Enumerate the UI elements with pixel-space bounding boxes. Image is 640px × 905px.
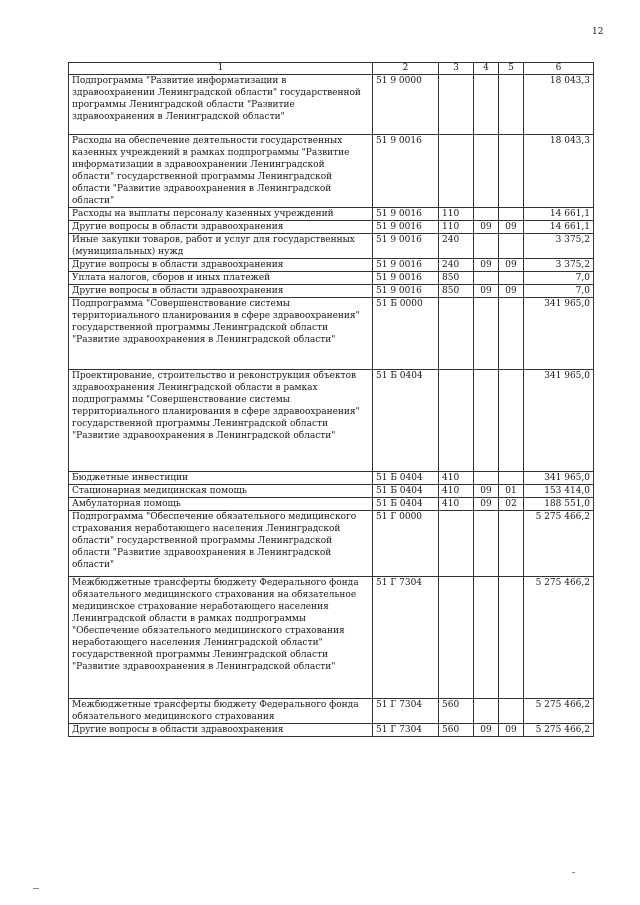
row-name: Стационарная медицинская помощь: [69, 485, 373, 498]
section-code: [474, 208, 499, 221]
expense-type-code: 110: [439, 221, 474, 234]
target-article-code: 51 Г 7304: [373, 699, 439, 724]
table-row: [69, 577, 594, 699]
target-article-code: 51 Б 0404: [373, 498, 439, 511]
row-name: Подпрограмма "Развитие информатизации в здравоохранении Ленинградской области" государственной программы Ленинградской области "Развитие здравоохранения в Ленинградской области": [69, 75, 373, 135]
target-article-code: 51 9 0016: [373, 208, 439, 221]
subsection-code: [499, 370, 524, 472]
subsection-code: [499, 208, 524, 221]
section-code: [474, 699, 499, 724]
subsection-code: [499, 298, 524, 370]
amount: 188 551,0: [524, 498, 594, 511]
expense-type-code: 560: [439, 699, 474, 724]
page-number: 12: [592, 27, 604, 37]
amount: 5 275 466,2: [524, 511, 594, 577]
amount: 153 414,0: [524, 485, 594, 498]
section-code: [474, 298, 499, 370]
row-name: Межбюджетные трансферты бюджету Федерального фонда обязательного медицинского страхования на обязательное медицинское страхование неработающего населения Ленинградской области в рамках подпрограммы "Обеспечение обязательного медицинского страхования неработающего населения Ленинградской области" государственной программы Ленинградской области "Развитие здравоохранения в Ленинградской области": [69, 577, 373, 699]
target-article-code: 51 Б 0404: [373, 472, 439, 485]
header-col-1: 1: [69, 63, 373, 75]
subsection-code: [499, 75, 524, 135]
section-code: [474, 272, 499, 285]
section-code: [474, 234, 499, 259]
row-name: Другие вопросы в области здравоохранения: [69, 285, 373, 298]
table-row: [69, 259, 594, 272]
section-code: 09: [474, 485, 499, 498]
row-name: Расходы на выплаты персоналу казенных учреждений: [69, 208, 373, 221]
header-col-3: 3: [439, 63, 474, 75]
section-code: 09: [474, 221, 499, 234]
target-article-code: 51 9 0016: [373, 259, 439, 272]
amount: 341 965,0: [524, 370, 594, 472]
section-code: [474, 472, 499, 485]
row-name: Уплата налогов, сборов и иных платежей: [69, 272, 373, 285]
amount: 18 043,3: [524, 135, 594, 208]
subsection-code: 02: [499, 498, 524, 511]
expense-type-code: 240: [439, 259, 474, 272]
expense-type-code: [439, 511, 474, 577]
target-article-code: 51 Б 0404: [373, 370, 439, 472]
row-name: Проектирование, строительство и реконструкция объектов здравоохранения Ленинградской области в рамках подпрограммы "Совершенствование системы территориального планирования в сфере здравоохранения" государственной программы Ленинградской области "Развитие здравоохранения в Ленинградской области": [69, 370, 373, 472]
table-row: [69, 498, 594, 511]
header-col-4: 4: [474, 63, 499, 75]
target-article-code: 51 Б 0000: [373, 298, 439, 370]
section-code: 09: [474, 285, 499, 298]
section-code: [474, 75, 499, 135]
amount: 3 375,2: [524, 234, 594, 259]
subsection-code: [499, 577, 524, 699]
row-name: Другие вопросы в области здравоохранения: [69, 221, 373, 234]
target-article-code: 51 Г 0000: [373, 511, 439, 577]
subsection-code: 09: [499, 724, 524, 737]
target-article-code: 51 Б 0404: [373, 485, 439, 498]
amount: 5 275 466,2: [524, 724, 594, 737]
target-article-code: 51 Г 7304: [373, 577, 439, 699]
table-row: [69, 272, 594, 285]
amount: 3 375,2: [524, 259, 594, 272]
section-code: [474, 577, 499, 699]
expense-type-code: [439, 298, 474, 370]
scan-mark: [33, 888, 39, 889]
table-row: [69, 298, 594, 370]
section-code: [474, 511, 499, 577]
row-name: Амбулаторная помощь: [69, 498, 373, 511]
section-code: 09: [474, 724, 499, 737]
amount: 18 043,3: [524, 75, 594, 135]
expense-type-code: [439, 75, 474, 135]
table-row: [69, 511, 594, 577]
expense-type-code: 560: [439, 724, 474, 737]
row-name: Расходы на обеспечение деятельности государственных казенных учреждений в рамках подпрограммы "Развитие информатизации в здравоохранении Ленинградской области" государственной программы Ленинградской области "Развитие здравоохранения в Ленинградской области": [69, 135, 373, 208]
target-article-code: 51 9 0016: [373, 285, 439, 298]
subsection-code: 09: [499, 259, 524, 272]
subsection-code: [499, 511, 524, 577]
amount: 14 661,1: [524, 208, 594, 221]
section-code: [474, 135, 499, 208]
target-article-code: 51 9 0000: [373, 75, 439, 135]
table-row: [69, 472, 594, 485]
table-row: [69, 485, 594, 498]
expense-type-code: 850: [439, 285, 474, 298]
scan-mark: [572, 872, 575, 873]
section-code: 09: [474, 498, 499, 511]
table-row: [69, 285, 594, 298]
expense-type-code: 110: [439, 208, 474, 221]
amount: 341 965,0: [524, 472, 594, 485]
target-article-code: 51 9 0016: [373, 221, 439, 234]
target-article-code: 51 9 0016: [373, 234, 439, 259]
row-name: Другие вопросы в области здравоохранения: [69, 724, 373, 737]
expense-type-code: 410: [439, 498, 474, 511]
expense-type-code: [439, 135, 474, 208]
expense-type-code: 850: [439, 272, 474, 285]
target-article-code: 51 Г 7304: [373, 724, 439, 737]
amount: 5 275 466,2: [524, 699, 594, 724]
amount: 7,0: [524, 272, 594, 285]
subsection-code: 09: [499, 285, 524, 298]
row-name: Иные закупки товаров, работ и услуг для государственных (муниципальных) нужд: [69, 234, 373, 259]
section-code: 09: [474, 259, 499, 272]
section-code: [474, 370, 499, 472]
table-row: [69, 221, 594, 234]
row-name: Бюджетные инвестиции: [69, 472, 373, 485]
row-name: Подпрограмма "Совершенствование системы территориального планирования в сфере здравоохранения" государственной программы Ленинградской области "Развитие здравоохранения в Ленинградской области": [69, 298, 373, 370]
table-row: [69, 75, 594, 135]
table-row: [69, 234, 594, 259]
expense-type-code: 410: [439, 472, 474, 485]
expense-type-code: 410: [439, 485, 474, 498]
amount: 341 965,0: [524, 298, 594, 370]
subsection-code: [499, 472, 524, 485]
expense-type-code: [439, 577, 474, 699]
header-col-6: 6: [524, 63, 594, 75]
table-row: [69, 724, 594, 737]
expense-type-code: 240: [439, 234, 474, 259]
budget-table: [68, 62, 594, 737]
amount: 14 661,1: [524, 221, 594, 234]
subsection-code: [499, 699, 524, 724]
target-article-code: 51 9 0016: [373, 272, 439, 285]
subsection-code: 01: [499, 485, 524, 498]
row-name: Другие вопросы в области здравоохранения: [69, 259, 373, 272]
subsection-code: [499, 234, 524, 259]
subsection-code: [499, 135, 524, 208]
row-name: Межбюджетные трансферты бюджету Федерального фонда обязательного медицинского страхования: [69, 699, 373, 724]
row-name: Подпрограмма "Обеспечение обязательного медицинского страхования неработающего населения Ленинградской области" государственной программы Ленинградской области "Развитие здравоохранения в Ленинградской области": [69, 511, 373, 577]
amount: 5 275 466,2: [524, 577, 594, 699]
subsection-code: 09: [499, 221, 524, 234]
table-row: [69, 699, 594, 724]
table-row: [69, 208, 594, 221]
subsection-code: [499, 272, 524, 285]
header-col-5: 5: [499, 63, 524, 75]
table-row: [69, 370, 594, 472]
expense-type-code: [439, 370, 474, 472]
amount: 7,0: [524, 285, 594, 298]
target-article-code: 51 9 0016: [373, 135, 439, 208]
header-col-2: 2: [373, 63, 439, 75]
table-header-row: [69, 63, 594, 75]
table-row: [69, 135, 594, 208]
